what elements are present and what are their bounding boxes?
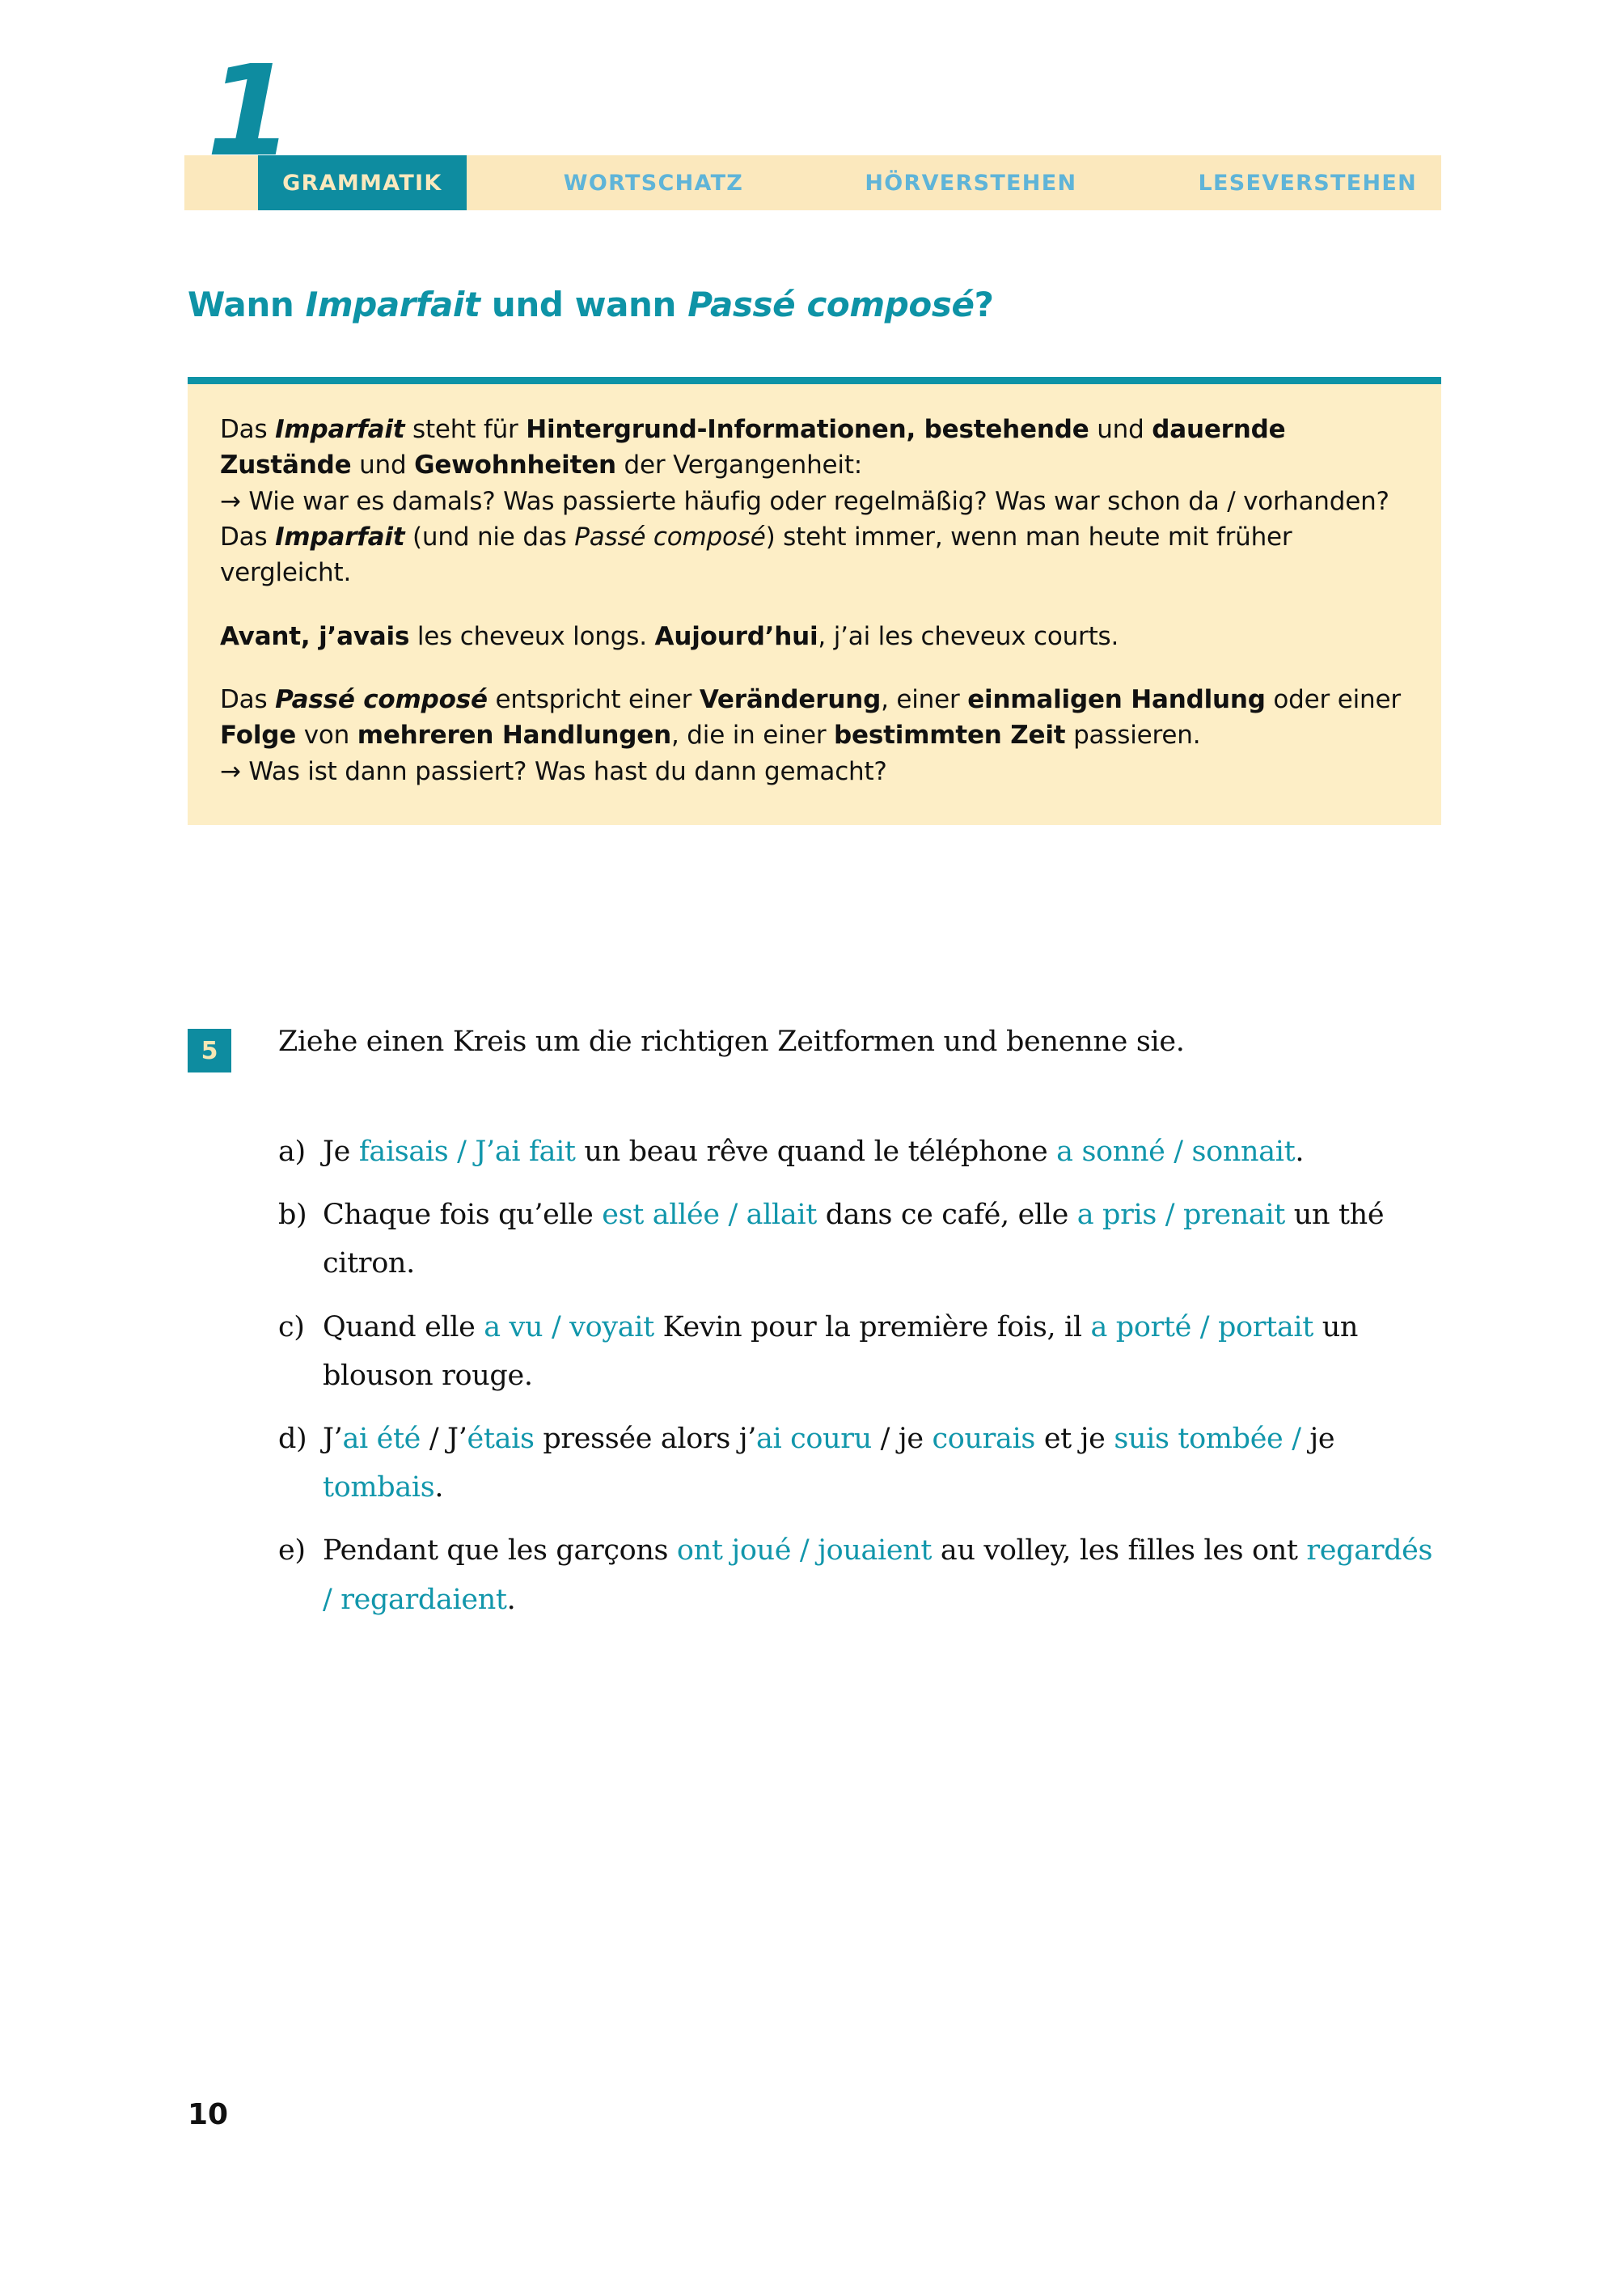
p6-text: Was ist dann passiert? Was hast du dann gemacht? [240,756,887,786]
title-term-passe-compose: Passé composé [687,285,975,324]
sentence-text: Chaque fois qu’elle [323,1199,603,1232]
info-paragraph-6 [220,754,1409,789]
sentence-text: et je [1035,1422,1114,1455]
p1-s8: Gewohnheiten [414,451,616,480]
info-paragraph-1 [220,412,1409,484]
page-number: 10 [188,2098,229,2131]
sentence-text: / je [871,1422,933,1455]
p5-s7: oder einer [1265,684,1401,714]
sentence-text: / J’ [421,1422,467,1455]
verb-choice-option[interactable]: ai couru [756,1422,872,1455]
p3-s1: Das [220,522,276,552]
p5-s10: mehreren Handlungen [357,721,671,751]
p3-s3: (und nie das [404,522,575,552]
exercise-item-label: a) [278,1136,306,1168]
p5-s12: bestimmten Zeit [834,721,1066,751]
page-header [0,0,1624,243]
sentence-text: Je [323,1136,359,1168]
verb-choice-option[interactable]: est allée / allait [602,1199,817,1232]
verb-choice-option[interactable]: regardés / regardaient [323,1534,1433,1616]
sentence-text: un thé citron. [323,1199,1385,1280]
exercise-block [188,1026,1449,1639]
p5-s4: Veränderung [699,684,882,714]
sentence-text: Quand elle [323,1310,484,1343]
p5-s3: entspricht einer [487,684,700,714]
sentence-text: je [1309,1422,1335,1455]
p5-s9: von [296,721,357,751]
verb-choice-option[interactable]: étais [467,1422,535,1455]
exercise-item[interactable] [278,1191,1449,1288]
sentence-text: un blouson rouge. [323,1310,1359,1392]
info-paragraph-3 [220,519,1409,591]
p4-s2: les cheveux longs. [409,621,655,651]
sentence-text: un beau rêve quand le téléphone [575,1136,1057,1168]
p4-s1: Avant, j’avais [220,621,410,651]
exercise-instruction: Ziehe einen Kreis um die richtigen Zeitformen und benenne sie. [278,1026,1185,1058]
verb-choice-option[interactable]: tombais [323,1471,435,1504]
p5-s8: Folge [220,721,297,751]
exercise-item[interactable] [278,1127,1449,1176]
verb-choice-option[interactable]: ai été [342,1422,421,1455]
sentence-text: . [434,1471,444,1504]
p1-s1: Das [220,415,276,444]
p1-s9: der Vergangenheit: [615,451,863,480]
exercise-item[interactable] [278,1415,1449,1512]
exercise-header [188,1026,1449,1085]
info-paragraph-5 [220,682,1409,754]
sentence-text: pressée alors j’ [534,1422,756,1455]
grammar-info-box [188,377,1441,825]
exercise-item[interactable] [278,1303,1449,1400]
arrow-right-icon-2: → [220,756,241,786]
p1-s6: dauernde Zustände [220,415,1286,480]
sentence-text: J’ [323,1422,343,1455]
exercise-item-list [188,1127,1449,1624]
arrow-right-icon: → [220,486,241,516]
info-example-sentence [220,619,1409,654]
tab-leseverstehen[interactable]: LESEVERSTEHEN [1198,170,1418,196]
p4-s3: Aujourd’hui [654,621,818,651]
p5-s1: Das [220,684,276,714]
verb-choice-option[interactable]: a vu / voyait [484,1310,654,1343]
p3-term-imparfait: Imparfait [275,522,405,552]
p4-s4: , j’ai les cheveux courts. [818,621,1119,651]
title-part-3: ? [974,285,994,324]
p5-s11: , die in einer [671,721,835,751]
info-paragraph-2 [220,484,1409,519]
chapter-number: 1 [206,38,289,184]
sentence-text: . [1295,1136,1305,1168]
p1-s7: und [351,451,415,480]
tab-list [184,155,1441,210]
p1-s5: und [1089,415,1152,444]
title-part-1: Wann [188,285,306,324]
verb-choice-option[interactable]: a pris / prenait [1076,1199,1286,1232]
verb-choice-option[interactable]: a sonné / sonnait [1056,1136,1296,1168]
sentence-text: au volley, les filles les ont [932,1534,1307,1567]
sentence-text: Kevin pour la première fois, il [653,1310,1091,1343]
p5-term-passe-compose: Passé composé [275,684,488,714]
tab-gap-2 [768,155,840,210]
page-title [188,285,994,324]
tab-hoerverstehen[interactable]: HÖRVERSTEHEN [865,170,1077,196]
p3-s5: ) steht immer, wenn man heute mit früher vergleicht. [220,522,1292,588]
exercise-item-label: e) [278,1534,306,1567]
verb-choice-option[interactable]: a porté / portait [1090,1310,1313,1343]
verb-choice-option[interactable]: ont joué / jouaient [676,1534,933,1567]
p5-s6: einmaligen Handlung [967,684,1266,714]
sentence-text: Pendant que les garçons [323,1534,677,1567]
verb-choice-option[interactable]: courais [932,1422,1036,1455]
p5-s13: passieren. [1065,721,1201,751]
p5-s5: , einer [881,684,968,714]
exercise-item-label: d) [278,1422,307,1455]
tab-grammatik[interactable]: GRAMMATIK [258,155,466,210]
p3-term-passe-compose: Passé composé [574,522,766,552]
p2-text: Wie war es damals? Was passierte häufig oder regelmäßig? Was war schon da / vorhanden? [240,486,1389,516]
section-tabbar [184,155,1441,210]
title-term-imparfait: Imparfait [305,285,480,324]
p1-s4: Hintergrund-Informationen, bestehende [526,415,1089,444]
verb-choice-option[interactable]: faisais / J’ai fait [358,1136,576,1168]
tab-gap-1 [467,155,539,210]
sentence-text: dans ce café, elle [816,1199,1077,1232]
exercise-item-label: c) [278,1310,305,1343]
verb-choice-option[interactable]: suis tombée / [1114,1422,1310,1455]
tab-gap-3 [1101,155,1174,210]
p1-s3: steht für [404,415,527,444]
exercise-number-badge: 5 [188,1029,231,1072]
exercise-item-label: b) [278,1199,307,1232]
sentence-text: . [506,1583,516,1616]
tab-wortschatz[interactable]: WORTSCHATZ [563,170,744,196]
p1-term-imparfait: Imparfait [275,415,405,444]
exercise-item[interactable] [278,1526,1449,1623]
title-part-2: und wann [480,285,688,324]
